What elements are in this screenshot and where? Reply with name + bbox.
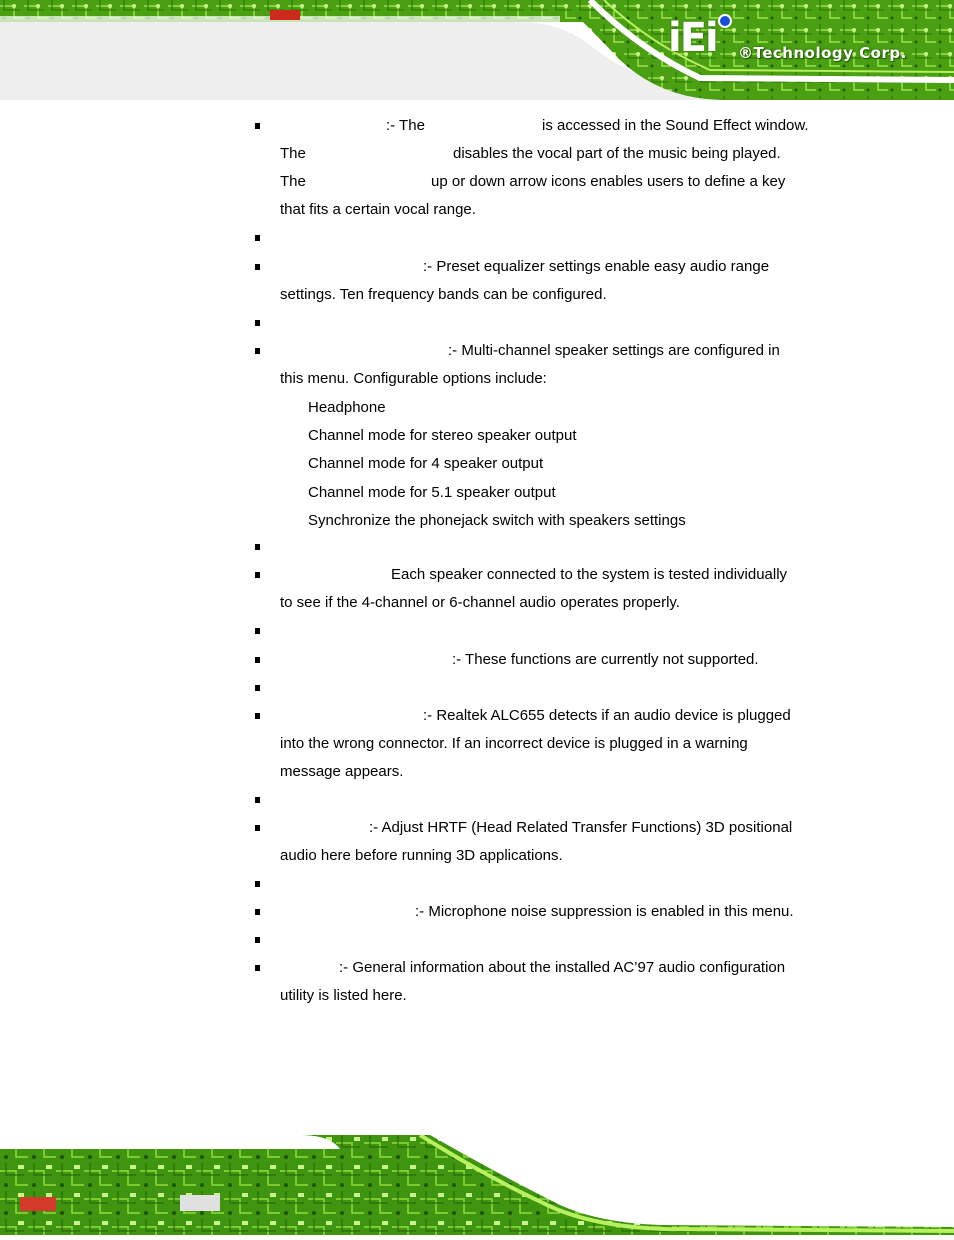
bullet-icon xyxy=(255,572,260,578)
karaoke-line-1b: is accessed in the Sound Effect window. xyxy=(542,117,809,134)
connector-line-1: :- Realtek ALC655 detects if an audio device is plugged xyxy=(423,707,791,724)
karaoke-line-3b: up or down arrow icons enables users to define a key xyxy=(431,173,786,190)
karaoke-line-4: that fits a certain vocal range. xyxy=(280,201,476,218)
speaker-line-2: this menu. Configurable options include: xyxy=(280,370,547,387)
connector-line-2: into the wrong connector. If an incorrect device is plugged in a warning xyxy=(280,735,748,752)
bullet-icon xyxy=(255,628,260,634)
bullet-icon xyxy=(255,123,260,129)
equalizer-line-1: :- Preset equalizer settings enable easy audio range xyxy=(423,258,770,275)
speaker-option-3: Channel mode for 4 speaker output xyxy=(308,455,544,472)
bullet-icon xyxy=(255,881,260,887)
equalizer-line-2: settings. Ten frequency bands can be configured. xyxy=(280,286,607,303)
hrtf-line-1: :- Adjust HRTF (Head Related Transfer Functions) 3D positional xyxy=(369,819,793,836)
speaker-test-line-2: to see if the 4-channel or 6-channel audio operates properly. xyxy=(280,594,680,611)
speaker-option-4: Channel mode for 5.1 speaker output xyxy=(308,484,556,501)
speaker-test-line-1: Each speaker connected to the system is tested individually xyxy=(391,566,788,583)
karaoke-line-2b: disables the vocal part of the music being played. xyxy=(453,145,781,162)
karaoke-line-1a: :- The xyxy=(386,117,425,134)
spdif-line-1: :- These functions are currently not supported. xyxy=(452,651,759,668)
bullet-icon xyxy=(255,685,260,691)
bullet-icon xyxy=(255,965,260,971)
bullet-icon xyxy=(255,797,260,803)
karaoke-line-2a: The xyxy=(280,145,306,162)
bullet-icon xyxy=(255,937,260,943)
information-line-1: :- General information about the installed AC’97 audio configuration xyxy=(339,959,786,976)
speaker-option-5: Synchronize the phonejack switch with speakers settings xyxy=(308,512,686,529)
bullet-icon xyxy=(255,657,260,663)
bullet-icon xyxy=(255,713,260,719)
circuit-board-footer-graphic xyxy=(0,1135,954,1235)
bullet-icon xyxy=(255,909,260,915)
bullet-icon xyxy=(255,264,260,270)
footer-banner xyxy=(0,1135,954,1235)
company-name: ®Technology Corp. xyxy=(738,44,907,62)
connector-line-3: message appears. xyxy=(280,763,404,780)
bullet-icon xyxy=(255,825,260,831)
speaker-option-2: Channel mode for stereo speaker output xyxy=(308,427,577,444)
microphone-line-1: :- Microphone noise suppression is enabled in this menu. xyxy=(415,903,794,920)
speaker-line-1: :- Multi-channel speaker settings are configured in xyxy=(448,342,780,359)
bullet-icon xyxy=(255,544,260,550)
bullet-icon xyxy=(255,348,260,354)
information-line-2: utility is listed here. xyxy=(280,987,407,1004)
karaoke-line-3a: The xyxy=(280,173,306,190)
speaker-option-1: Headphone xyxy=(308,399,386,416)
logo-mark: iEi xyxy=(668,15,717,61)
bullet-icon xyxy=(255,235,260,241)
hrtf-line-2: audio here before running 3D applications. xyxy=(280,847,563,864)
bullet-icon xyxy=(255,320,260,326)
